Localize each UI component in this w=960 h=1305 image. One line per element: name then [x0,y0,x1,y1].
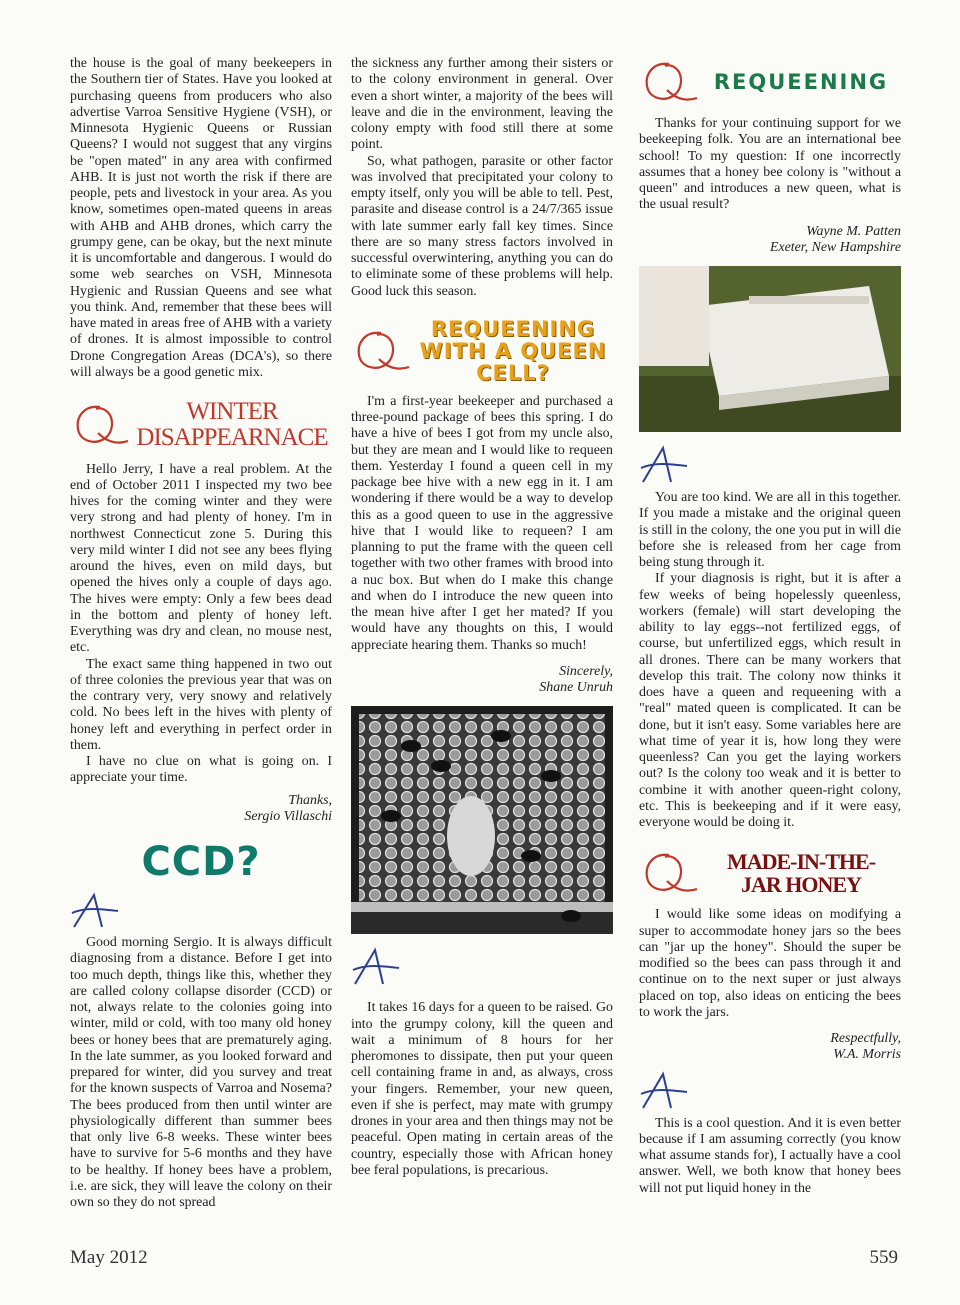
q-letter-icon [639,58,701,106]
body-paragraph: If your diagnosis is right, but it is after a few weeks of being hopelessly queenless, workers (female) will start developing the ability to lay eggs--not fertilized eggs, of course, but unfertilized eggs, which result in all drones. There can be many workers that develop this trait. The colony now thinks it does have a queen and requeening with a "real" mated queen is complicated. It can be done, but it isn't easy. Some variables here are what time of year it is, how long they were queenless? Can you get the laying workers out? Is the colony too weak and it is better to combine it with another queen-right colony, etc. This is beekeeping and if it were easy, everyone would be doing it. [639,571,901,830]
signature [351,664,613,697]
body-paragraph: I would like some ideas on modifying a super to accommodate honey jars so the bees can "jar up the honey". Should the super be modified so the bees can pass through it and continue on to the next super or just always placed on top, also ideas on enticing the bees to work the jars. [639,907,901,1020]
body-paragraph: The exact same thing happened in two out of three colonies the previous year that was on the contrary very, very snowy and relatively cold. No bees left in the hives with plenty of honey left and everything in perfect order in them. [70,656,332,753]
title-line: CELL? [476,360,550,385]
body-paragraph: Hello Jerry, I have a real problem. At the end of October 2011 I inspected my two bee hives for the coming winter and they were very strong and had plenty of honey. I'm in northwest Connecticut zone 5. During this very mild winter I did not see any bees flying around the hives, even on mild days, but opened the hives only a couple of days ago. The hives were empty: Only a few bees dead in the bottom and plenty of honey left. Everything was dry and clean, no mouse nest, etc. [70,461,332,656]
body-paragraph: It takes 16 days for a queen to be raised. Go into the grumpy colony, kill the queen and wait a minimum of 8 hours for her pheromones to dissipate, then put your queen cell containing frame in and, as always, cross your fingers. Remember, your new queen, even if she is perfect, may mate with grumpy drones in your area and then things may not be peaceful. Open mating in certain areas of the country, especially those with African honey bee feral populations, is precarious. [351,1000,613,1178]
title-line: WINTER [186,398,278,425]
body-paragraph: the sickness any further among their sisters or to the colony environment in general. Over even a short winter, a majority of the bees will leave and die in the environment, leaving the colony empty with food still there at some point. [351,56,613,153]
signature-line: Exeter, New Hampshire [769,239,901,255]
title-line: WITH A QUEEN [419,338,607,363]
title-line: DISAPPEARNACE [136,424,328,452]
a-letter-icon [351,946,403,988]
question-title [413,318,613,384]
body-paragraph: Good morning Sergio. It is always difficult diagnosing from a distance. Before I get into too much depth, things like this, whether they are called colony collapse disorder (CCD) or not, always relate to the colonies going into winter, mild or cold, with too many old honey bees or honey bees that are prematurely aging. In the late summer, as you looked forward and prepared for winter, did you survey and treat for the known suspects of Varroa and Nosema? The bees produced from then until winter are physiologically different than summer bees that only live 6-8 weeks. These winter bees have to survive for 5-6 months and they have to be healthy. If honey bees have a problem, i.e. are sick, they will leave the colony on their own so they do not spread [70,935,332,1210]
signature [639,1031,901,1064]
column-middle [351,56,613,1179]
question-heading-requeening [639,58,901,106]
signature-name: W.A. Morris [833,1047,901,1063]
column-right [639,56,901,1197]
body-paragraph: So, what pathogen, parasite or other factor was involved that precipitated your colony to empty itself, only you will be able to tell. Pest, parasite and disease control is a 24/7/365 issue with late summer early fall key times. Since there are so many stress factors involved in successful overwintering, anything you can do to eliminate some of these problems will help. Good luck this season. [351,153,613,299]
signature [639,224,901,257]
question-heading-queen-cell [351,318,613,384]
a-letter-icon [639,1070,691,1112]
q-letter-icon [70,401,132,449]
signature-name: Wayne M. Patten [806,223,901,239]
signature-line: Sincerely, [559,663,613,679]
a-letter-icon [639,444,691,486]
signature-line: Thanks, [288,792,332,808]
body-paragraph: You are too kind. We are all in this together. If you made a mistake and the original queen is still in the colony, the one you put in will die before she is released from her cage from being stung through it. [639,490,901,570]
body-paragraph: the house is the goal of many beekeepers in the Southern tier of States. Have you looked at purchasing queens from producers who also advertise Varroa Sensitive Hygiene (VSH), or Minnesota Hygienic Queens or Russian Queens? I would not suggest that any virgins be "open mated" in any area with confirmed AHB. It is just not worth the risk if there are people, pets and livestock in your area. As you know, sometimes open-mated queens in areas with AHB and AHB drones, which carry the grumpy gene, can be okay, but the next minute it is uncomfortable and dangerous. I would do some web searches on VSH, Minnesota Hygienic and Russian Queens and see what you think. And, remember that these bees will have mated in areas free of AHB with a variety of drones. It is almost impossible to control Drone Congregation Areas (DCA's), so there will always be a good genetic mix. [70,56,332,380]
title-line: REQUEENING [430,316,596,341]
queen-cell-photo [351,706,613,934]
question-heading-winter [70,399,332,452]
question-heading-jar-honey [639,849,901,897]
body-paragraph: Thanks for your continuing support for we beekeeping folk. You are an international bee school! To my question: If one incorrectly assumes that a honey bee colony is "without a queen" and introduces a new queen, what is the usual result? [639,116,901,213]
column-left [70,56,332,1211]
title-line: JAR HONEY [741,872,861,898]
title-line: MADE-IN-THE- [726,849,876,875]
body-paragraph: This is a cool question. And it is even better because if I am assuming correctly (you know what assume stands for), I actually have a cool answer. Well, we both know that honey bees will not put liquid honey in the [639,1115,901,1196]
signature-line: Respectfully, [830,1031,901,1046]
page-number: 559 [869,1247,898,1268]
signature-name: Sergio Villaschi [244,808,332,824]
a-letter-icon [70,891,122,931]
body-paragraph: I'm a first-year beekeeper and purchased a three-pound package of bees this spring. I do have a hive of bees I got from my uncle also, but they are mean and I would like to requeen them. Yesterday I found a queen cell in my package bee hive with a new egg in it. I am wondering if there would be a way to develop this as a good queen to use in the aggressive hive that I would like to requeen? I am planning to put the frame with the queen cell together with two other frames with brood into a nuc box. But when do I make this change and when do I introduce the new queen into the mean hive after I get her mated? If you would have any thoughts on this, I would appreciate hearing them. Thanks so much! [351,393,613,653]
question-title: REQUEENING [713,69,889,94]
footer-date: May 2012 [70,1247,148,1268]
q-letter-icon [351,327,413,375]
signature-name: Shane Unruh [539,680,613,696]
body-paragraph: I have no clue on what is going on. I appreciate your time. [70,754,332,786]
question-title [132,399,332,452]
signature [70,793,332,826]
q-letter-icon [639,849,701,897]
ccd-heading: CCD? [141,839,261,885]
question-title [701,850,901,896]
hive-photo [639,266,901,432]
